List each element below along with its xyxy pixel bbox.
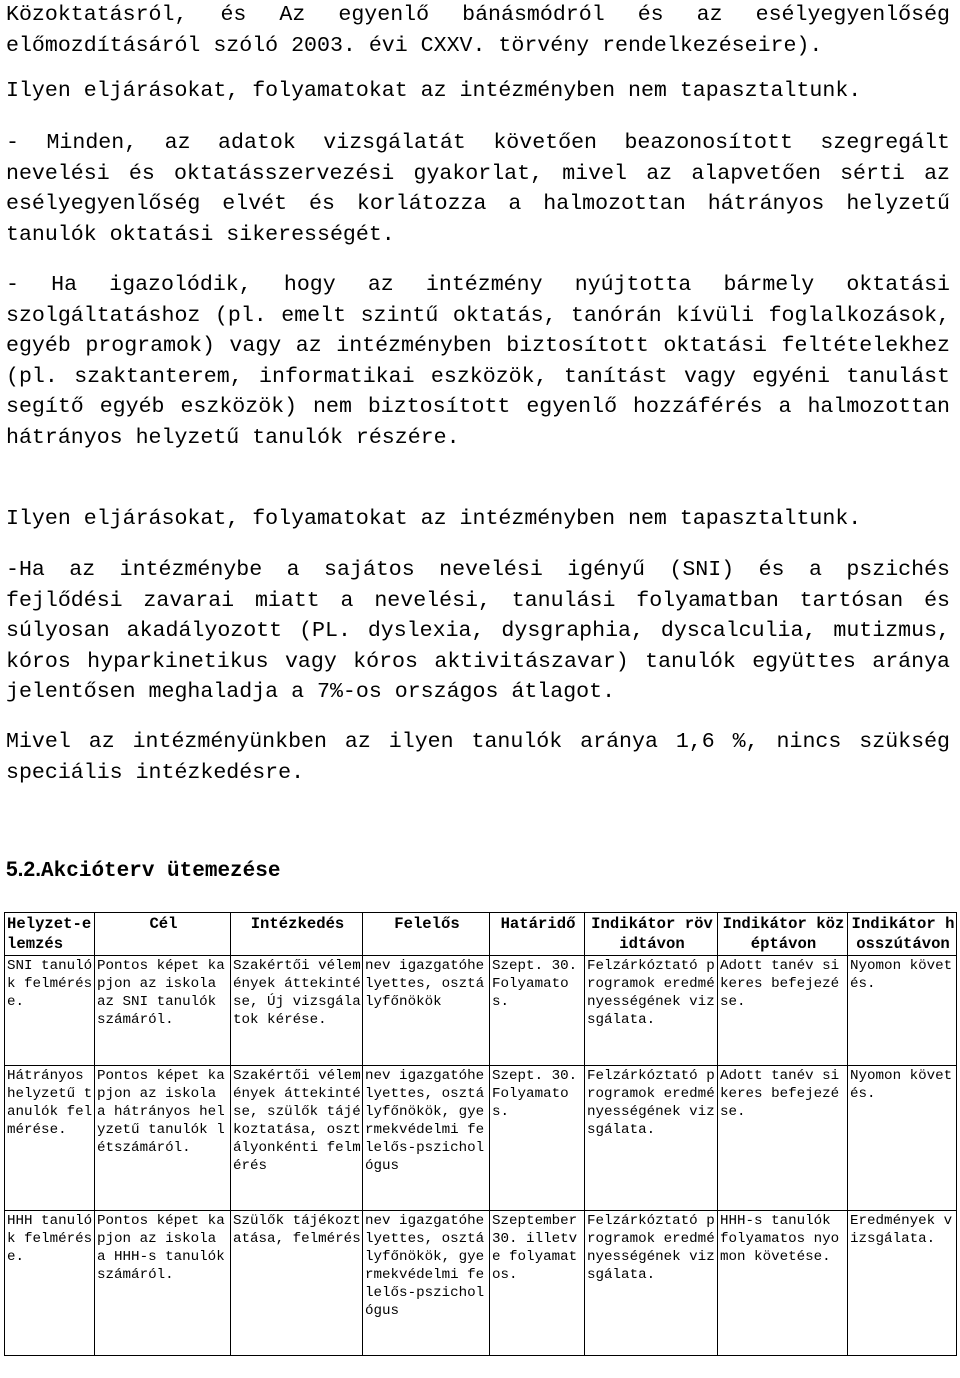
paragraph-no-procedures-2: Ilyen eljárásokat, folyamatokat az intézményben nem tapasztaltunk.	[6, 507, 862, 531]
table-cell: nev igazgatóhelyettes, osztályfőnökök, gyermekvédelmi felelős-pszichológus	[363, 1211, 490, 1356]
paragraph-law-reference: Közoktatásról, és Az egyenlő bánásmódról és az esélyegyenlőség előmozdításáról szóló 2003. évi CXXV. törvény rendelkezéseire).	[6, 3, 950, 58]
section-heading	[6, 858, 280, 883]
header-goal: Cél	[95, 913, 231, 956]
table-row	[5, 956, 957, 1066]
table-cell: SNI tanulók felmérése.	[5, 956, 95, 1066]
paragraph-equal-access: - Ha igazolódik, hogy az intézmény nyújtotta bármely oktatási szolgáltatáshoz (pl. emelt szintű oktatás, tanórán kívüli foglalkozások, egyéb programok) vagy az intézményben biztosított oktatási feltételekhez (pl. szaktanterem, informatikai eszközök, tanítást vagy egyéni tanulást segítő egyéb eszközök) nem biztosított egyenlő hozzáférés a halmozottan hátrányos helyzetű tanulók részére.	[6, 273, 950, 450]
section-number: 5.2.	[6, 858, 42, 881]
paragraph-segregation: - Minden, az adatok vizsgálatát követően beazonosított szegregált nevelési és oktatásszervezési gyakorlat, mivel az alapvetően sérti az esélyegyenlőség elvét és korlátozza a halmozottan hátrányos helyzetű tanulók oktatási sikerességét.	[6, 131, 950, 247]
paragraph-no-procedures-1: Ilyen eljárásokat, folyamatokat az intézményben nem tapasztaltunk.	[6, 79, 862, 103]
table-row	[5, 1211, 957, 1356]
table-cell: nev igazgatóhelyettes, osztályfőnökök, gyermekvédelmi felelős-pszichológus	[363, 1066, 490, 1211]
table-cell: Adott tanév sikeres befejezése.	[718, 956, 848, 1066]
table-cell: Felzárkóztató programok eredményességének vizsgálata.	[585, 1066, 718, 1211]
table-cell: Pontos képet kapjon az iskola a hátrányos helyzetű tanulók létszámáról.	[95, 1066, 231, 1211]
table-cell: Eredmények vizsgálata.	[848, 1211, 957, 1356]
header-measure: Intézkedés	[231, 913, 363, 956]
table-cell: Szülők tájékoztatása, felmérés	[231, 1211, 363, 1356]
table-cell: Felzárkóztató programok eredményességének vizsgálata.	[585, 956, 718, 1066]
table-cell: HHH-s tanulók folyamatos nyomon követése.	[718, 1211, 848, 1356]
table-cell: Pontos képet kapjon az iskola az SNI tanulók számáról.	[95, 956, 231, 1066]
table-cell: Szept. 30. Folyamatos.	[490, 1066, 585, 1211]
section-title: Akcióterv ütemezése	[41, 860, 281, 883]
table-row	[5, 1066, 957, 1211]
table-cell: Pontos képet kapjon az iskola a HHH-s tanulók számáról.	[95, 1211, 231, 1356]
table-cell: Szeptember 30. illetve folyamatos.	[490, 1211, 585, 1356]
table-cell: Szakértői vélemények áttekintése, szülők tájékoztatása, osztályonkénti felmérés	[231, 1066, 363, 1211]
table-cell: Felzárkóztató programok eredményességének vizsgálata.	[585, 1211, 718, 1356]
header-responsible: Felelős	[363, 913, 490, 956]
table-cell: Nyomon követés.	[848, 956, 957, 1066]
header-situation-analysis: Helyzet-elemzés	[5, 913, 95, 956]
table-cell: Adott tanév sikeres befejezése.	[718, 1066, 848, 1211]
table-cell: Nyomon követés.	[848, 1066, 957, 1211]
table-cell: Hátrányos helyzetű tanulók felmérése.	[5, 1066, 95, 1211]
header-indicator-short: Indikátor rövidtávon	[585, 913, 718, 956]
paragraph-conclusion: Mivel az intézményünkben az ilyen tanulók aránya 1,6 %, nincs szükség speciális intézkedésre.	[6, 730, 950, 785]
header-indicator-mid: Indikátor középtávon	[718, 913, 848, 956]
header-deadline: Határidő	[490, 913, 585, 956]
action-plan-table	[4, 912, 957, 1356]
header-indicator-long: Indikátor hosszútávon	[848, 913, 957, 956]
table-cell: Szept. 30. Folyamatos.	[490, 956, 585, 1066]
table-cell: HHH tanulók felmérése.	[5, 1211, 95, 1356]
table-header-row	[5, 913, 957, 956]
table-cell: nev igazgatóhelyettes, osztályfőnökök	[363, 956, 490, 1066]
table-cell: Szakértői vélemények áttekintése, Új vizsgálatok kérése.	[231, 956, 363, 1066]
paragraph-sni-ratio: -Ha az intézménybe a sajátos nevelési igényű (SNI) és a pszichés fejlődési zavarai miatt a nevelési, tanulási folyamatban tartósan és súlyosan akadályozott (PL. dyslexia, dysgraphia, dyscalculia, mutizmus, kóros hyparkinetikus vagy kóros aktivitászavar) tanulók együttes aránya jelentősen meghaladja a 7%-os országos átlagot.	[6, 558, 950, 704]
